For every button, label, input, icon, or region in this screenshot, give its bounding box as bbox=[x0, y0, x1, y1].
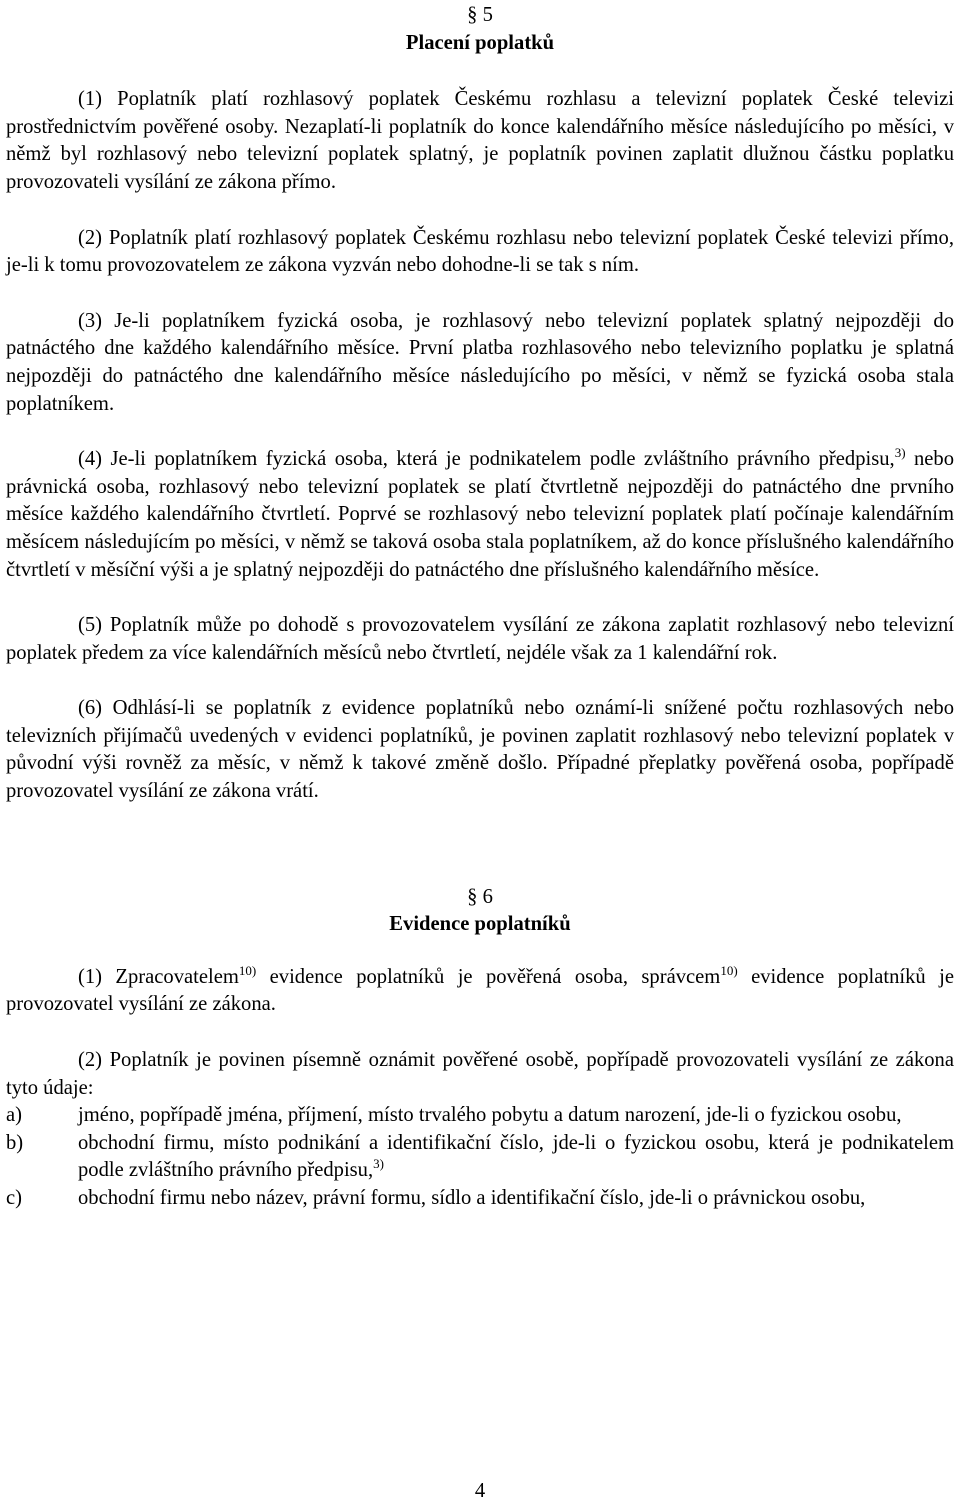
list-marker: c) bbox=[6, 1187, 22, 1209]
paragraph-6-1 bbox=[6, 964, 954, 1019]
paragraph-text: evidence poplatníků je pověřená osoba, správcem bbox=[256, 965, 721, 988]
document-page bbox=[6, 0, 954, 1213]
paragraph-text: (1) Zpracovatelem bbox=[78, 965, 239, 988]
paragraph-5-2: (2) Poplatník platí rozhlasový poplatek Českému rozhlasu nebo televizní poplatek České televizi přímo, je-li k tomu provozovatelem ze zákona vyzván nebo dohodne-li se tak s ním. bbox=[6, 226, 954, 277]
list-marker: a) bbox=[6, 1104, 22, 1127]
list-item bbox=[6, 1185, 954, 1213]
section-5-heading bbox=[6, 0, 954, 57]
paragraph-text: nebo právnická osoba, rozhlasový nebo televizní poplatek se platí čtvrtletně nejpozději do patnáctého dne prvního měsíce každého kalendářního čtvrtletí. Poprvé se rozhlasový nebo televizní poplatek platí počínaje kalendářním měsícem následujícím po měsíci, v němž se taková osoba stala poplatníkem, až do konce příslušného kalendářního čtvrtletí v měsíční výši a je splatný nejpozději do patnáctého dne příslušného kalendářního měsíce. bbox=[6, 448, 954, 581]
paragraph-5-1: (1) Poplatník platí rozhlasový poplatek Českému rozhlasu a televizní poplatek České televizi prostřednictvím pověřené osoby. Nezaplatí-li poplatník do konce kalendářního měsíce následujícího po měsíci, v němž byl rozhlasový nebo televizní poplatek splatný, je poplatník povinen zaplatit dlužnou částku poplatku provozovateli vysílání ze zákona přímo. bbox=[6, 88, 954, 193]
paragraph-text: evidence poplatníků je provozovatel vysílání ze zákona. bbox=[6, 965, 954, 1016]
paragraph-text: (4) Je-li poplatníkem fyzická osoba, která je podnikatelem podle zvláštního právního předpisu, bbox=[78, 448, 895, 471]
section-number: § 6 bbox=[467, 885, 493, 908]
footnote-ref: 10) bbox=[720, 962, 738, 978]
paragraph-6-2: (2) Poplatník je povinen písemně oznámit pověřené osobě, popřípadě provozovateli vysílání ze zákona tyto údaje: bbox=[6, 1049, 954, 1099]
section-title: Placení poplatků bbox=[405, 31, 555, 54]
list-text: obchodní firmu, místo podnikání a identifikační číslo, jde-li o fyzickou osobu, která je podnikatelem podle zvláštního právního předpisu, bbox=[78, 1131, 954, 1182]
list-text: obchodní firmu nebo název, právní formu, sídlo a identifikační číslo, jde-li o právnickou osobu, bbox=[78, 1187, 866, 1209]
data-list bbox=[6, 1102, 954, 1212]
footnote-ref: 3) bbox=[373, 1156, 384, 1172]
list-item bbox=[6, 1130, 954, 1185]
footnote-ref: 10) bbox=[238, 962, 257, 978]
paragraph-5-3: (3) Je-li poplatníkem fyzická osoba, je rozhlasový nebo televizní poplatek splatný nejpozději do patnáctého dne každého kalendářního měsíce. První platba rozhlasového nebo televizního poplatku je splatná nejpozději do patnáctého dne kalendářního měsíce následujícího po měsíci, v němž se fyzická osoba stala poplatníkem. bbox=[6, 309, 954, 415]
section-6-heading bbox=[6, 882, 954, 939]
footnote-ref: 3) bbox=[894, 445, 906, 461]
paragraph-5-6: (6) Odhlásí-li se poplatník z evidence poplatníků nebo oznámí-li snížené počtu rozhlasových nebo televizních přijímačů uvedených v evidenci poplatníků, je povinen zaplatit rozhlasový nebo televizní poplatek v původní výši rovněž za měsíc, v němž k takové změně došlo. Případné přeplatky pověřená osoba, popřípadě provozovatel vysílání ze zákona vrátí. bbox=[6, 697, 954, 803]
paragraph-5-5: (5) Poplatník může po dohodě s provozovatelem vysílání ze zákona zaplatit rozhlasový nebo televizní poplatek předem za více kalendářních měsíců nebo čtvrtletí, nejdéle však za 1 kalendářní rok. bbox=[6, 614, 954, 664]
list-marker: b) bbox=[6, 1131, 24, 1154]
section-title: Evidence poplatníků bbox=[389, 913, 571, 936]
list-text: jméno, popřípadě jména, příjmení, místo trvalého pobytu a datum narození, jde-li o fyzickou osobu, bbox=[78, 1104, 902, 1127]
page-number: 4 bbox=[474, 1480, 486, 1502]
section-number: § 5 bbox=[467, 4, 493, 26]
paragraph-5-4 bbox=[6, 446, 954, 584]
list-item bbox=[6, 1102, 954, 1130]
